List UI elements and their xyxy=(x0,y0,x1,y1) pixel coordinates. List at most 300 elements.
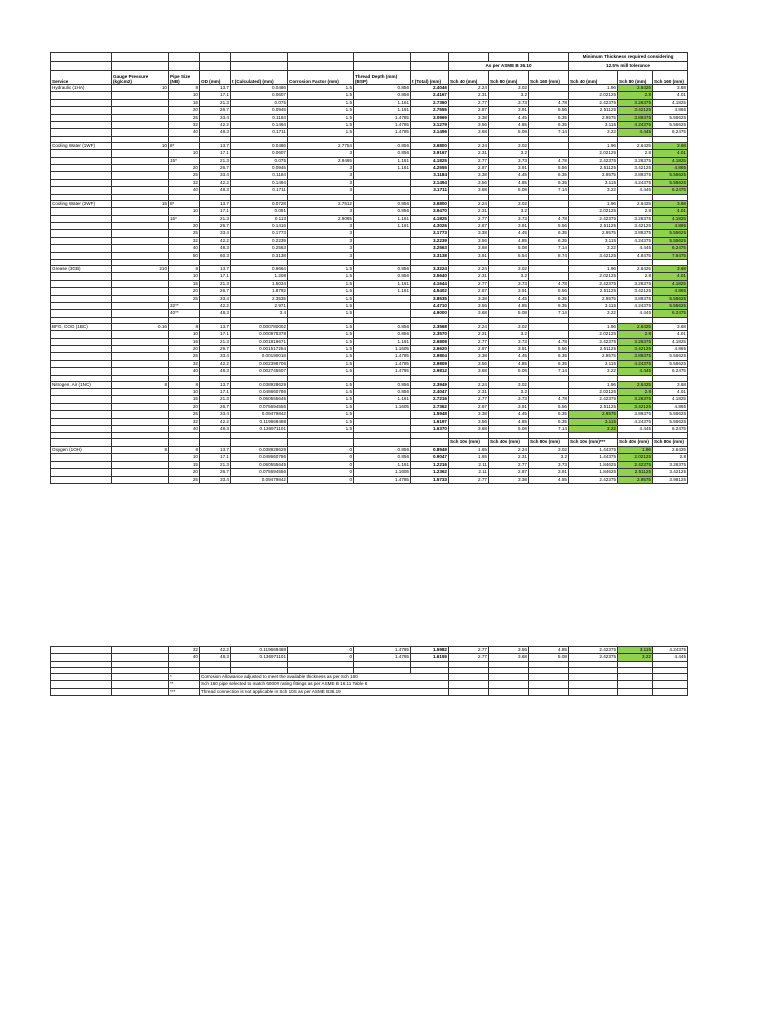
value-cell xyxy=(354,310,411,317)
value-cell: 4.45 xyxy=(489,172,529,179)
value-cell: 8.74 xyxy=(529,252,569,259)
pressure-cell xyxy=(112,165,169,172)
value-cell: 17.1 xyxy=(200,92,231,99)
value-cell: 0.8949 xyxy=(411,446,449,453)
value-cell: 3.1773 xyxy=(411,230,449,237)
value-cell: 4.78 xyxy=(529,396,569,403)
service-cell xyxy=(51,252,112,259)
empty-cell xyxy=(449,688,489,695)
table-row xyxy=(51,92,688,99)
value-cell: 1.5982 xyxy=(411,647,449,654)
value-cell: 5.56 xyxy=(529,107,569,114)
service-cell xyxy=(51,288,112,295)
value-cell: 1.5 xyxy=(288,107,354,114)
value-cell xyxy=(529,381,569,388)
value-cell: 2.42375 xyxy=(569,338,618,345)
value-cell: 2.9809 xyxy=(411,360,449,367)
value-cell: 1.1605 xyxy=(354,469,411,476)
value-cell: 26.7 xyxy=(200,469,231,476)
value-cell: 3 xyxy=(288,165,354,172)
value-cell: 0.0945 xyxy=(231,107,288,114)
value-cell: 2.31 xyxy=(449,92,489,99)
value-cell: 1.5 xyxy=(288,129,354,136)
table-row xyxy=(51,396,688,403)
value-cell: 0.2239 xyxy=(231,237,288,244)
value-cell: 3.2 xyxy=(489,389,529,396)
value-cell: 3.42125 xyxy=(618,107,653,114)
service-cell xyxy=(51,208,112,215)
value-cell: 3.91 xyxy=(529,469,569,476)
value-cell: 0.1494 xyxy=(231,122,288,129)
value-cell: 3.2563 xyxy=(411,245,449,252)
value-cell: 0.1184 xyxy=(231,114,288,121)
note-row xyxy=(51,688,688,695)
value-cell: 5.08 xyxy=(489,129,529,136)
value-cell: 0.000975378 xyxy=(231,331,288,338)
value-cell: 3.42125 xyxy=(618,346,653,353)
pressure-cell xyxy=(112,389,169,396)
service-cell xyxy=(51,114,112,121)
value-cell: 32** xyxy=(169,302,200,309)
table-row xyxy=(51,142,688,149)
value-cell: 1.5 xyxy=(288,273,354,280)
value-cell: 33.4 xyxy=(200,476,231,483)
empty-cell xyxy=(411,439,449,446)
value-cell: 3.115 xyxy=(569,237,618,244)
table-row xyxy=(51,179,688,186)
value-cell: 0 xyxy=(288,454,354,461)
value-cell: 25 xyxy=(169,411,200,418)
value-cell: 1.96 xyxy=(618,446,653,453)
value-cell: 4.865 xyxy=(653,107,688,114)
value-cell: 2.02125 xyxy=(569,208,618,215)
value-cell: 3.02 xyxy=(489,265,529,272)
value-cell: 3.68 xyxy=(653,85,688,92)
value-cell: 0.075 xyxy=(231,99,288,106)
value-cell: 2.51125 xyxy=(569,222,618,229)
value-cell: 6.35 xyxy=(529,237,569,244)
value-cell xyxy=(529,323,569,330)
value-cell: 17.1 xyxy=(200,389,231,396)
value-cell: 5.56 xyxy=(529,222,569,229)
service-cell: Nitrogen, Air (1NC) xyxy=(51,381,112,388)
value-cell: 21.3 xyxy=(200,215,231,222)
service-cell xyxy=(51,418,112,425)
value-cell: 2.24 xyxy=(449,200,489,207)
value-cell: 5.08 xyxy=(489,426,529,433)
value-cell: 1.96 xyxy=(569,200,618,207)
value-cell: 1.161 xyxy=(354,99,411,106)
value-cell: 0.1494 xyxy=(231,179,288,186)
service-cell xyxy=(51,647,112,654)
value-cell: 6.35 xyxy=(529,302,569,309)
value-cell: 5.55625 xyxy=(653,360,688,367)
value-cell: 10 xyxy=(169,331,200,338)
value-cell: 0.0607 xyxy=(231,150,288,157)
value-cell xyxy=(529,208,569,215)
value-cell: 1.96 xyxy=(569,85,618,92)
value-cell: 2.8 xyxy=(618,389,653,396)
value-cell: 3.91 xyxy=(489,165,529,172)
value-cell: 6.35 xyxy=(529,360,569,367)
value-cell: 1.6370 xyxy=(411,426,449,433)
service-cell xyxy=(51,165,112,172)
service-cell xyxy=(51,338,112,345)
value-cell: 33.4 xyxy=(200,114,231,121)
service-cell xyxy=(51,353,112,360)
value-cell: 3.3224 xyxy=(411,265,449,272)
value-cell: 2.77 xyxy=(449,280,489,287)
value-cell: 6.2475 xyxy=(653,187,688,194)
value-cell: 13.7 xyxy=(200,142,231,149)
table-row xyxy=(51,353,688,360)
value-cell xyxy=(529,389,569,396)
value-cell: 21.3 xyxy=(200,157,231,164)
value-cell: 3.68 xyxy=(449,368,489,375)
value-cell: 1.8792 xyxy=(231,288,288,295)
empty-cell xyxy=(112,673,169,680)
value-cell: 1.5 xyxy=(288,346,354,353)
service-cell xyxy=(51,280,112,287)
value-cell: 32 xyxy=(169,360,200,367)
value-cell: 6.35 xyxy=(529,411,569,418)
pressure-cell xyxy=(112,411,169,418)
value-cell: 1.1605 xyxy=(354,346,411,353)
column-header: Pipe Size (NB) xyxy=(169,71,200,85)
service-cell xyxy=(51,179,112,186)
value-cell: 7.14 xyxy=(529,426,569,433)
note-row xyxy=(51,673,688,680)
value-cell: 48.3 xyxy=(200,426,231,433)
value-cell: 25 xyxy=(169,230,200,237)
header-row-standard xyxy=(51,62,688,71)
value-cell: 1.5 xyxy=(288,411,354,418)
value-cell: 17.1 xyxy=(200,150,231,157)
value-cell: 6.35 xyxy=(529,295,569,302)
value-cell: 26.7 xyxy=(200,403,231,410)
value-cell: 3.68 xyxy=(489,654,529,661)
value-cell: 1.4785 xyxy=(354,647,411,654)
value-cell: 2.7216 xyxy=(411,396,449,403)
value-cell: 4.24375 xyxy=(618,237,653,244)
value-cell: 4.445 xyxy=(618,426,653,433)
value-cell: 4.24375 xyxy=(618,302,653,309)
value-cell: 1.65 xyxy=(449,446,489,453)
value-cell: 0.001819671 xyxy=(231,338,288,345)
value-cell: 5.56 xyxy=(529,288,569,295)
value-cell: 15 xyxy=(169,280,200,287)
service-cell: Oxygen (1OH) xyxy=(51,446,112,453)
value-cell: 2.31 xyxy=(489,454,529,461)
service-cell xyxy=(51,310,112,317)
value-cell: 0.136971101 xyxy=(231,654,288,661)
value-cell: 1.5 xyxy=(288,302,354,309)
empty-cell xyxy=(112,439,169,446)
value-cell: 2.77 xyxy=(449,647,489,654)
value-cell: 2.3535 xyxy=(231,295,288,302)
value-cell: 6.35 xyxy=(529,179,569,186)
value-cell: 3.42125 xyxy=(618,222,653,229)
empty-cell xyxy=(51,673,112,680)
value-cell: 1.5948 xyxy=(411,411,449,418)
value-cell: 1.161 xyxy=(354,215,411,222)
value-cell: 2.51125 xyxy=(569,346,618,353)
value-cell: 40 xyxy=(169,654,200,661)
value-cell: 0.09479842 xyxy=(231,411,288,418)
pressure-cell: 210 xyxy=(112,265,169,272)
value-cell: 42.2 xyxy=(200,418,231,425)
value-cell: 1.2362 xyxy=(411,469,449,476)
value-cell: 3 xyxy=(288,245,354,252)
value-cell: 3.5640 xyxy=(411,273,449,280)
value-cell: 3.56 xyxy=(449,360,489,367)
value-cell: 3.38 xyxy=(449,353,489,360)
value-cell: 2.42375 xyxy=(618,461,653,468)
value-cell: 3.115 xyxy=(569,179,618,186)
pressure-cell xyxy=(112,353,169,360)
value-cell: 5.08 xyxy=(489,310,529,317)
value-cell: 4.85 xyxy=(529,647,569,654)
value-cell: 32 xyxy=(169,647,200,654)
value-cell: 4.865 xyxy=(653,403,688,410)
value-cell: 1.5 xyxy=(288,92,354,99)
value-cell: 2.9812 xyxy=(411,368,449,375)
empty-cell xyxy=(489,681,529,688)
value-cell: 3 xyxy=(288,150,354,157)
value-cell: 6.2475 xyxy=(653,129,688,136)
value-cell: 3.2 xyxy=(489,331,529,338)
service-cell: BFG, COG (1BC) xyxy=(51,323,112,330)
column-header: Service xyxy=(51,71,112,85)
value-cell: 0.856 xyxy=(354,142,411,149)
min-thickness-title: Minimum Thickness required considering xyxy=(569,53,688,62)
value-cell: 3.115 xyxy=(569,302,618,309)
service-cell xyxy=(51,426,112,433)
value-cell: 26.7 xyxy=(200,346,231,353)
mill-tolerance: 12.5% mill tolerance xyxy=(569,62,688,71)
value-cell: 2.8 xyxy=(618,331,653,338)
table-row xyxy=(51,469,688,476)
value-cell: 33.4 xyxy=(200,353,231,360)
value-cell: 2.51125 xyxy=(569,403,618,410)
pressure-cell: 15 xyxy=(112,200,169,207)
value-cell: 4.24375 xyxy=(653,647,688,654)
empty-cell xyxy=(288,439,354,446)
empty-cell xyxy=(489,673,529,680)
value-cell: 2.4047 xyxy=(411,389,449,396)
value-cell: 3.115 xyxy=(618,647,653,654)
value-cell: 2.9575 xyxy=(569,114,618,121)
value-cell: 0.002398706 xyxy=(231,360,288,367)
empty-cell xyxy=(231,439,288,446)
value-cell: 2.77 xyxy=(489,461,529,468)
value-cell: 0.0607 xyxy=(231,92,288,99)
value-cell: 0.2563 xyxy=(231,245,288,252)
service-cell xyxy=(51,157,112,164)
value-cell: 3.68 xyxy=(653,265,688,272)
value-cell: 1.6197 xyxy=(411,418,449,425)
value-cell: 33.4 xyxy=(200,295,231,302)
value-cell: 2.7555 xyxy=(411,107,449,114)
value-cell: 1.96 xyxy=(569,265,618,272)
value-cell: 42.2 xyxy=(200,237,231,244)
value-cell xyxy=(354,418,411,425)
value-cell: 4.24375 xyxy=(618,179,653,186)
empty-cell xyxy=(653,673,688,680)
value-cell: 4.3026 xyxy=(411,222,449,229)
column-header: Sch 40s (mm) xyxy=(618,439,653,446)
value-cell xyxy=(354,252,411,259)
value-cell: 6.35 xyxy=(529,353,569,360)
value-cell: 4.01 xyxy=(653,273,688,280)
table-row xyxy=(51,114,688,121)
value-cell: 1.5 xyxy=(288,288,354,295)
value-cell: 3.22 xyxy=(618,654,653,661)
value-cell: 0.0486 xyxy=(231,85,288,92)
empty-cell xyxy=(51,439,112,446)
pressure-cell: 0.16 xyxy=(112,323,169,330)
table-row xyxy=(51,331,688,338)
value-cell: 5.08 xyxy=(489,187,529,194)
pressure-cell xyxy=(112,208,169,215)
value-cell: 3.02 xyxy=(489,142,529,149)
value-cell: 0 xyxy=(288,469,354,476)
value-cell: 26.7 xyxy=(200,107,231,114)
value-cell: 5.55625 xyxy=(653,295,688,302)
value-cell: 2.24 xyxy=(449,265,489,272)
value-cell: 40 xyxy=(169,245,200,252)
value-cell: 0 xyxy=(288,461,354,468)
value-cell: 6.35 xyxy=(529,230,569,237)
table-row xyxy=(51,389,688,396)
value-cell: 17.1 xyxy=(200,273,231,280)
value-cell: 6.35 xyxy=(529,122,569,129)
table-row xyxy=(51,647,688,654)
table-row xyxy=(51,237,688,244)
value-cell: 4.865 xyxy=(653,222,688,229)
value-cell: 3.68 xyxy=(449,310,489,317)
value-cell: 0.1416 xyxy=(231,222,288,229)
value-cell: 3.9470 xyxy=(411,208,449,215)
value-cell: 3.26375 xyxy=(618,215,653,222)
value-cell: 13.7 xyxy=(200,85,231,92)
value-cell: 3 xyxy=(288,252,354,259)
empty-cell xyxy=(200,439,231,446)
value-cell: 3 xyxy=(288,187,354,194)
service-cell xyxy=(51,411,112,418)
table-row xyxy=(51,150,688,157)
value-cell: 3.73 xyxy=(489,215,529,222)
service-cell xyxy=(51,302,112,309)
value-cell: 5.56 xyxy=(529,165,569,172)
pressure-cell xyxy=(112,179,169,186)
value-cell: 6.35 xyxy=(529,172,569,179)
value-cell: 3.73 xyxy=(489,338,529,345)
value-cell: 2.4167 xyxy=(411,92,449,99)
value-cell: 2.971 xyxy=(231,302,288,309)
value-cell: 3.0969 xyxy=(411,114,449,121)
value-cell: 2.42375 xyxy=(569,157,618,164)
value-cell: 25 xyxy=(169,353,200,360)
value-cell: 3.68 xyxy=(653,323,688,330)
value-cell: 2.02125 xyxy=(569,331,618,338)
pressure-cell xyxy=(112,403,169,410)
value-cell: 2.87 xyxy=(449,346,489,353)
value-cell: 0.060555645 xyxy=(231,396,288,403)
pressure-cell xyxy=(112,129,169,136)
value-cell: 1.5 xyxy=(288,426,354,433)
value-cell: 3.22 xyxy=(569,187,618,194)
pressure-cell xyxy=(112,215,169,222)
value-cell: 4.9000 xyxy=(411,310,449,317)
value-cell: 7.14 xyxy=(529,129,569,136)
empty-cell xyxy=(112,688,169,695)
table-row xyxy=(51,323,688,330)
value-cell: 42.2 xyxy=(200,360,231,367)
table-row xyxy=(51,122,688,129)
value-cell: 2.87 xyxy=(449,288,489,295)
value-cell: 1.65 xyxy=(449,454,489,461)
value-cell: 1.5034 xyxy=(231,280,288,287)
value-cell: 5.54 xyxy=(489,252,529,259)
value-cell: 3 xyxy=(288,222,354,229)
table-row xyxy=(51,280,688,287)
value-cell: 8 xyxy=(169,323,200,330)
value-cell: 3.91 xyxy=(449,252,489,259)
value-cell: 2.42375 xyxy=(569,654,618,661)
pressure-cell xyxy=(112,237,169,244)
value-cell: 1.161 xyxy=(354,338,411,345)
table-row xyxy=(51,165,688,172)
value-cell: 40 xyxy=(169,368,200,375)
service-cell xyxy=(51,99,112,106)
value-cell: 4.45 xyxy=(489,353,529,360)
value-cell: 4.445 xyxy=(618,368,653,375)
pressure-cell: 8 xyxy=(112,446,169,453)
value-cell: 3.6800 xyxy=(411,200,449,207)
value-cell: 3.42125 xyxy=(569,252,618,259)
value-cell: 1.4785 xyxy=(354,122,411,129)
value-cell: 17.1 xyxy=(200,454,231,461)
table-row xyxy=(51,85,688,92)
value-cell: 4.1644 xyxy=(411,280,449,287)
value-cell: 0.3138 xyxy=(231,252,288,259)
asme-title: As per ASME B 36.10 xyxy=(449,62,569,71)
pressure-cell xyxy=(112,346,169,353)
value-cell: 0.856 xyxy=(354,323,411,330)
value-cell: 3.115 xyxy=(569,360,618,367)
value-cell xyxy=(354,187,411,194)
value-cell: 4.1825 xyxy=(411,157,449,164)
pressure-cell xyxy=(112,122,169,129)
value-cell: 1.5 xyxy=(288,323,354,330)
value-cell xyxy=(529,92,569,99)
service-cell xyxy=(51,172,112,179)
pressure-cell xyxy=(112,331,169,338)
table-row xyxy=(51,107,688,114)
value-cell: 32 xyxy=(169,418,200,425)
value-cell: 1.208 xyxy=(231,273,288,280)
table-row xyxy=(51,295,688,302)
value-cell: 3.89375 xyxy=(618,114,653,121)
value-cell: 1.5 xyxy=(288,122,354,129)
value-cell: 4.85 xyxy=(489,360,529,367)
value-cell: 2.24 xyxy=(489,446,529,453)
value-cell: 1.96 xyxy=(569,323,618,330)
value-cell: 4.45 xyxy=(489,114,529,121)
value-cell: 3.38 xyxy=(449,411,489,418)
value-cell: 1.5 xyxy=(288,389,354,396)
